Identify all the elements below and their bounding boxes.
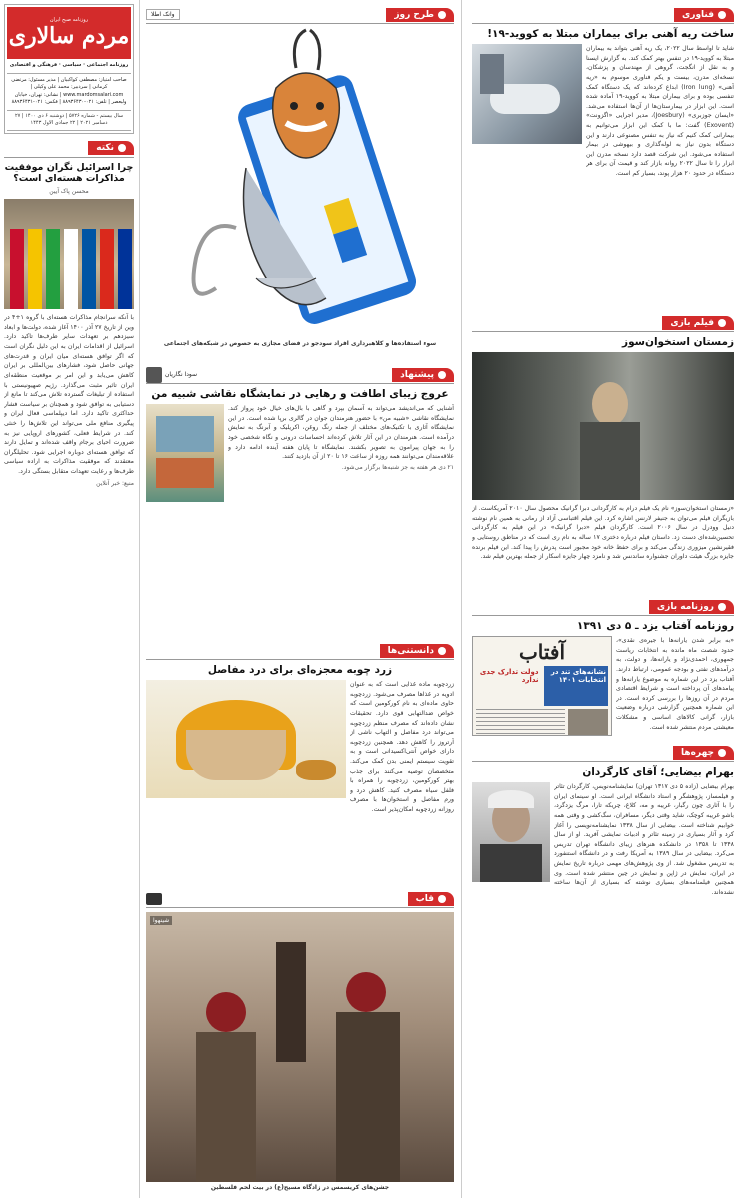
article-source: منبع: خبر آنلاین [96, 479, 134, 487]
author-avatar [146, 367, 162, 383]
section-faces [472, 744, 734, 897]
section-header: چهره‌ها [472, 744, 734, 762]
article-title: ساخت ریه آهنی برای بیماران مبتلا به کووید-۱۹! [487, 28, 734, 40]
article-body: شاید تا اواسط سال ۲۰۲۲، یک ریه آهنی بتواند به بیماران مبتلا به کووید-۱۹ در تنفس بهتر کمک کند. به گزارش ایسنا و به نقل از انگجت، گروهی از مهندسان و پزشکان، نسخه‌ای مدرن، بیست و یکم فناوری موسوم به «ریه آهنی» (Iron lung) ابداع کرده‌اند که یک دستگاه کمک تنفسی بوده و برای بیماران مبتلا به کووید-۱۹ آماده شده است. این ابزار در بیمارستان‌ها از آن‌ها استفاده می‌شد. «ایسان جوزبری» (Joesbury)، مدیر اجرایی «اگزونت» (Exovent) گفت: ما با کمک این ابزار می‌توانیم به بیمارانی کمک کنیم که نیاز به تنفس مصنوعی دارند و این دستگاه بدون نیاز به لوله‌گذاری و بیهوشی در بیمار استفاده می‌شود. این شرکت قصد دارد نسخه مدرن این ابزار را تا سال ۲۰۲۲ روانه بازار کند و قیمت آن برای هر دستگاه در حدود ۲۰ هزار پوند، بسیار کم است. [586, 45, 734, 178]
newspaper-photo [568, 709, 608, 736]
section-marker-icon [718, 319, 726, 327]
exhibition-poster [146, 404, 224, 502]
turmeric-photo [146, 680, 346, 798]
section-header: پیشنهاد سودا نگاریان [146, 366, 454, 384]
section-marker-icon [438, 11, 446, 19]
section-marker-icon [118, 144, 126, 152]
portrait-photo [472, 782, 550, 882]
section-marker-icon [718, 11, 726, 19]
author-name: سودا نگاریان [165, 371, 197, 378]
cartoonist-name: وانک اطلا [146, 9, 180, 20]
article-title: زمستان استخوان‌سوز [622, 336, 734, 348]
article-body: آشنایی که می‌اندیشد می‌تواند به آسمان بپرد و گاهی با بال‌های خیال خود پرواز کند. نمایشگاه نقاشی «شبیه من» با حضور هنرمندان جوان در گالری برپا شده است. در این نمایشگاه آثاری با تکنیک‌های مختلف از جمله رنگ روغن، اکریلیک و آبرنگ به نمایش درآمده است. هنرمندان در این آثار تلاش کرده‌اند احساسات درونی و نگاه شخصی خود را به جهان پیرامون به تصویر بکشند. نمایشگاه تا پایان هفته آینده ادامه دارد و علاقه‌مندان می‌توانند همه روزه از ساعت ۱۶ تا ۲۰ از آن بازدید کنند. [228, 405, 454, 461]
cartoon-caption: سوء استفاده‌ها و کلاهبرداری افراد سودجو در فضای مجازی به خصوص در شبکه‌های اجتماعی [163, 340, 437, 347]
article-body: بهرام بیضایی (زاده ۵ دی ۱۳۱۷ تهران) نمایشنامه‌نویس، کارگردان تئاتر و فیلمساز، پژوهشگر و استاد دانشگاه ایرانی است. او سینمای ایران را با آثاری چون رگبار، غریبه و مه، کلاغ، چریکه تارا، مرگ یزدگرد، باشو غریبه کوچک، شاید وقتی دیگر، مسافران، سگ‌کشی و وقتی همه خوابیم شناخته است. بیضایی از سال ۱۳۳۸ نمایشنامه‌نویسی را آغاز کرد و آثار بسیاری در زمینه تئاتر و ادبیات نمایشی آفرید. او از سال ۱۳۴۸ تا ۱۳۵۸ در دانشکده هنرهای زیبای دانشگاه تهران تدریس می‌کرد. بیضایی در سال ۱۳۸۹ به آمریکا رفت و در دانشگاه استنفورد به تدریس مشغول شد. از وی پژوهش‌های مهمی درباره تاریخ نمایش در ایران، نمایش در ژاپن و نمایش در چین منتشر شده است. وی همچنین فیلمنامه‌های بسیاری نوشته که بسیاری از آن‌ها ساخته نشده‌اند. [554, 783, 734, 896]
newspaper-name: آفتاب [518, 640, 566, 665]
article-title: روزنامه آفتاب یزد ـ ۵ دی ۱۳۹۱ [576, 620, 734, 632]
article-title: زرد چوبه معجزه‌ای برای درد مفاصل [207, 664, 393, 676]
article-title: چرا اسرائیل نگران موفقیت مذاکرات هسته‌ای است؟ [4, 161, 134, 185]
masthead-banner [7, 7, 131, 59]
section-newspaper [472, 598, 734, 736]
newspaper-logo: مردم سالاری [8, 23, 130, 49]
cartoon-illustration [146, 28, 454, 338]
gazelle-phone-cartoon [146, 28, 454, 338]
article-title: عروج زیبای اطافت و رهایی در نمایشگاه نقاشی شبیه من [151, 388, 449, 400]
section-cartoon [146, 6, 454, 360]
section-knowledge [146, 642, 454, 882]
newspaper-headline: دولت تدارک جدی ندارد [479, 668, 539, 685]
masthead [4, 4, 134, 134]
section-header: طرح روز وانک اطلا [146, 6, 454, 24]
section-marker-icon [438, 647, 446, 655]
iron-lung-photo [472, 44, 582, 144]
middle-column [142, 0, 458, 1198]
flags-photo [4, 199, 134, 309]
masthead-info: صاحب امتیاز: مصطفی کواکبیان | مدیر مسئول: مرتضی کرمانی | سردبیر: محمد علی وکیلی | www.mardomsalari.com | نشانی: تهران، خیابان ولیعصر | تلفن: ۰۲۱-۸۸۹۳۶۴۳۰ | فکس: ۰۲۱-۸۸۹۳۶۴۳۱ [7, 74, 131, 111]
photo-caption: جشن‌های کریسمس در زادگاه مسیح(ع) در بیت لحم فلسطین [210, 1184, 390, 1191]
article-body: «به برابر شدن یارانه‌ها با جیره‌ی نقدی»، حدود شصت ماه مانده به انتخابات ریاست جمهوری، احمدی‌نژاد و یارانه‌ها، و دولت، به درآمدهای نفتی و بودجه عمومی، ارتباط دارند. آفتاب یزد در این شماره به موضوع یارانه‌ها و پیامدهای آن پرداخته است و شرایط اقتصادی مردم در آن روزها را بررسی کرده است. در این شماره همچنین گزارشی درباره وضعیت بازار، گرانی کالاهای اساسی و مشکلات معیشتی مردم منتشر شده است. [616, 637, 734, 731]
section-header: قاب [146, 890, 454, 908]
photo-credit: شینهوا [150, 916, 172, 925]
newspaper-front-page [472, 636, 612, 736]
article-author: محسن پاک آیین [49, 188, 89, 196]
right-column [466, 0, 740, 1198]
section-header: فناوری [472, 6, 734, 24]
article-body: «زمستان استخوان‌سوز» نام یک فیلم درام به کارگردانی دبرا گرانیک محصول سال ۲۰۱۰ آمریکاست. از بازیگران فیلم می‌توان به جنیفر لارنس اشاره کرد. این فیلم اقتباسی آزاد از رمانی به همین نام نوشته دنیل وودرل در سال ۲۰۰۶ است. کارگردان فیلم «دبرا گرانیک» در این فیلم به کارگردانی تحسین‌شده‌ای دست زد. داستان فیلم درباره دختری ۱۷ ساله به نام ری است که در مناطق روستایی و فقیرنشین میزوری زندگی می‌کند و برای حفظ خانه خود مجبور است پدرش را پیدا کند. این فیلم برنده جایزه بزرگ هیئت داوران جشنواره ساندنس شد و نامزد چهار جایزه اسکار از جمله بهترین فیلم شد. [472, 505, 734, 561]
masthead-subtitle: روزنامه اجتماعی · سیاسی · فرهنگی و اقتصادی [7, 59, 131, 74]
section-film [472, 314, 734, 592]
section-technology [472, 6, 734, 306]
issue-date: سال بیستم - شماره ۵۷۲۶ | دوشنبه ۶ دی ۱۴۰۰ | ۲۷ دسامبر ۲۰۲۱ | ۲۲ جمادی الاول ۱۴۴۳ [7, 111, 131, 131]
section-marker-icon [438, 371, 446, 379]
section-suggestion [146, 366, 454, 634]
section-marker-icon [718, 749, 726, 757]
newspaper-headline-2: نشانه‌های تند در انتخابات ۱۴۰۱ [544, 666, 609, 706]
section-frame [146, 890, 454, 1191]
masthead-small-text: روزنامه صبح ایران [49, 17, 89, 23]
section-marker-icon [438, 895, 446, 903]
section-header: روزنامه بازی [472, 598, 734, 616]
left-column [0, 0, 138, 1198]
article-title: بهرام بیضایی؛ آقای کارگردان [582, 766, 734, 778]
section-marker-icon [718, 603, 726, 611]
section-note [4, 140, 134, 487]
camera-icon [146, 893, 162, 905]
article-body: با آنکه سرانجام مذاکرات هسته‌ای با گروه ۱+۴ در وین از تاریخ ۲۷ آذر ۱۴۰۰ آغاز شده، دولت‌ها و ابعاد سیزدهم بر تعهدات سایر طرف‌ها تاکید دارد. اسرائیل از اقدامات ایران به این دلیل نگران است که اگر توافق هسته‌ای میان ایران و قدرت‌های جهانی حاصل شود، فشارهای بین‌المللی بر ایران کاهش می‌یابد و این امر بر موقعیت منطقه‌ای ایران تاثیر مثبت می‌گذارد. رژیم صهیونیستی با استفاده از تبلیغات گسترده تلاش می‌کند تا مانع از دستیابی به توافق شود و همچنان بر سیاست فشار حداکثری تاکید دارد. اما دیپلماسی فعال ایران و پیگیری منافع ملی می‌تواند این تلاش‌ها را خنثی کند. در شرایط فعلی، کشورهای اروپایی نیز به ضرورت احیای برجام واقف شده‌اند و تمایل دارند که توافق هسته‌ای دوباره اجرایی شود. تحلیلگران معتقدند که موفقیت مذاکرات به اراده سیاسی طرف‌ها و رعایت تعهدات متقابل بستگی دارد. [4, 314, 134, 475]
section-header: دانستنی‌ها [146, 642, 454, 660]
article-body: زردچوبه ماده غذایی است که به عنوان ادویه در غذاها مصرف می‌شود. زردچوبه حاوی ماده‌ای به نام کورکومین است که خواص ضدالتهابی قوی دارد. تحقیقات نشان داده‌اند که مصرف منظم زردچوبه می‌تواند درد مفاصل و التهاب ناشی از آرتروز را کاهش دهد. همچنین زردچوبه دارای خواص آنتی‌اکسیدانی است و به تقویت سیستم ایمنی بدن کمک می‌کند. متخصصان توصیه می‌کنند برای جذب بهتر کورکومین، زردچوبه را همراه با فلفل سیاه مصرف کنید. کاهش درد و ورم مفاصل و استخوان‌ها با مصرف روزانه زردچوبه امکان‌پذیر است. [350, 681, 454, 814]
film-still-photo [472, 352, 734, 500]
article-footer: ۲۱ دی هر هفته به جز شنبه‌ها برگزار می‌شود. [341, 463, 454, 471]
christmas-bethlehem-photo [146, 912, 454, 1182]
section-header: فیلم بازی [472, 314, 734, 332]
section-header: نکته [4, 140, 134, 158]
